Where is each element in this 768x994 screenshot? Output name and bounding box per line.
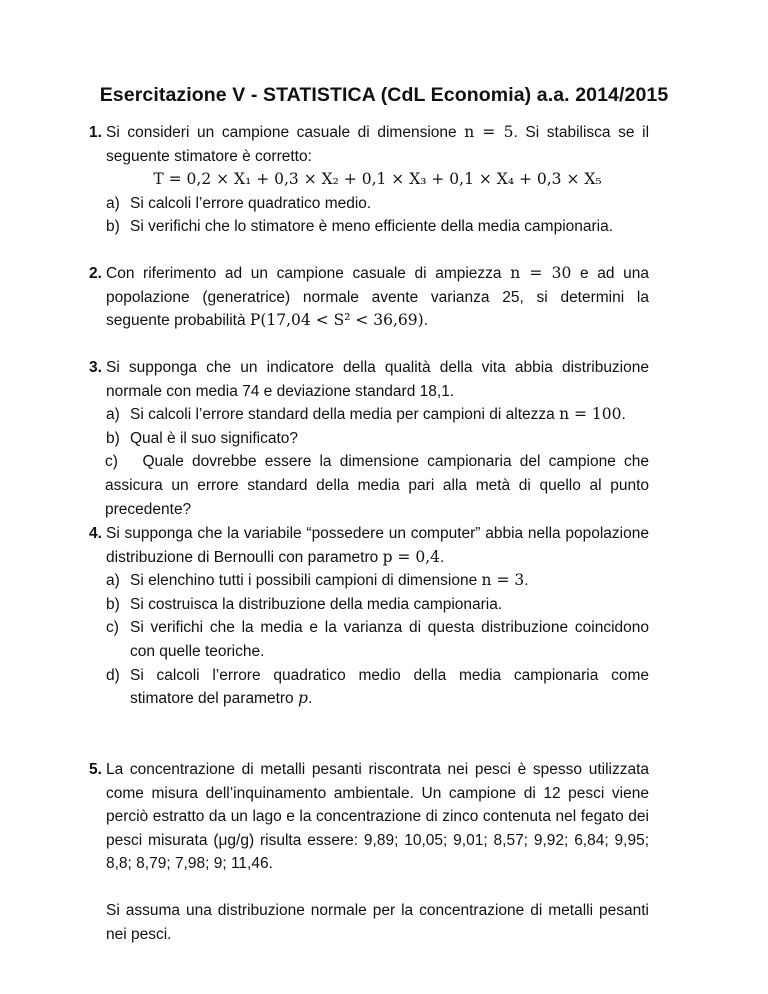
exercise-5 [89,758,649,946]
exercise-2 [89,262,649,333]
sub-question-b: b) Si verifichi che lo stimatore è meno efficiente della media campionaria. [106,218,614,236]
sub-question-b: b) Qual è il suo significato? [106,429,299,447]
exercise-number: 2. [89,265,102,282]
estimator-formula: T = 0,2 × X₁ + 0,3 × X₂ + 0,1 × X₃ + 0,1 × X₄ + 0,3 × X₅ [153,170,602,189]
exercise-number: 5. [89,761,102,778]
exercise-text: Con riferimento ad un campione casuale di ampiezza n = 30 e ad una popolazione (generatrice) normale avente varianza 25, si determini la seguente probabilità P(17,04 < S² < 36,69). [106,264,650,330]
exercise-4 [89,522,649,711]
exercise-text: Si supponga che la variabile “possedere un computer” abbia nella popolazione distribuzione di Bernoulli con parametro p = 0,4. [106,525,649,566]
exercise-1 [89,121,649,239]
sub-question-a: a) Si elenchino tutti i possibili campioni di dimensione n = 3. [106,571,529,590]
exercise-text: Si supponga che un indicatore della qualità della vita abbia distribuzione normale con media 74 e deviazione standard 18,1. [106,359,649,400]
document-title: Esercitazione V - STATISTICA (CdL Economia) a.a. 2014/2015 [99,84,669,106]
sub-question-a: a) Si calcoli l’errore quadratico medio. [106,194,372,212]
exercise-number: 3. [89,359,102,376]
math-variable: p [298,689,308,708]
sub-question-b: b) Si costruisca la distribuzione della media campionaria. [106,595,503,613]
exercise-text: La concentrazione di metalli pesanti riscontrata nei pesci è spesso utilizzata come misura dell’inquinamento ambientale. Un campione di 12 pesci viene perciò estratto da un lago e la concentrazione di zinco contenuta nel fegato dei pesci misurata (μg/g) risulta essere: 9,89; 10,05; 9,01; 8,57; 9,92; 6,84; 9,95; 8,8; 8,79; 7,98; 9; 11,46. [106,761,649,873]
math-condition: n = 5 [464,123,514,141]
math-condition: p = 0,4 [382,547,440,566]
exercise-3 [89,356,649,521]
math-condition: n = 3 [481,571,525,590]
exercise-number: 1. [89,124,102,141]
math-condition: n = 30 [510,264,572,282]
sub-question-d: d) Si calcoli l’errore quadratico medio della media campionaria come stimatore del parametro p. [106,666,649,708]
exercise-text: Si consideri un campione casuale di dimensione n = 5. Si stabilisca se il seguente stimatore è corretto: [106,123,650,165]
sub-question-a: a) Si calcoli l’errore standard della media per campioni di altezza n = 100. [106,405,626,424]
exercise-number: 4. [89,525,102,542]
sub-question-c: c) Quale dovrebbe essere la dimensione campionaria del campione che assicura un errore standard della media pari alla metà di quello al punto precedente? [105,453,650,518]
sub-question-c: c) Si verifichi che la media e la varianza di questa distribuzione coincidono con quelle teoriche. [106,619,649,660]
math-condition: n = 100 [559,405,622,424]
exercise-note: Si assuma una distribuzione normale per la concentrazione di metalli pesanti nei pesci. [106,901,649,943]
probability-expression: P(17,04 < S² < 36,69) [249,311,424,330]
